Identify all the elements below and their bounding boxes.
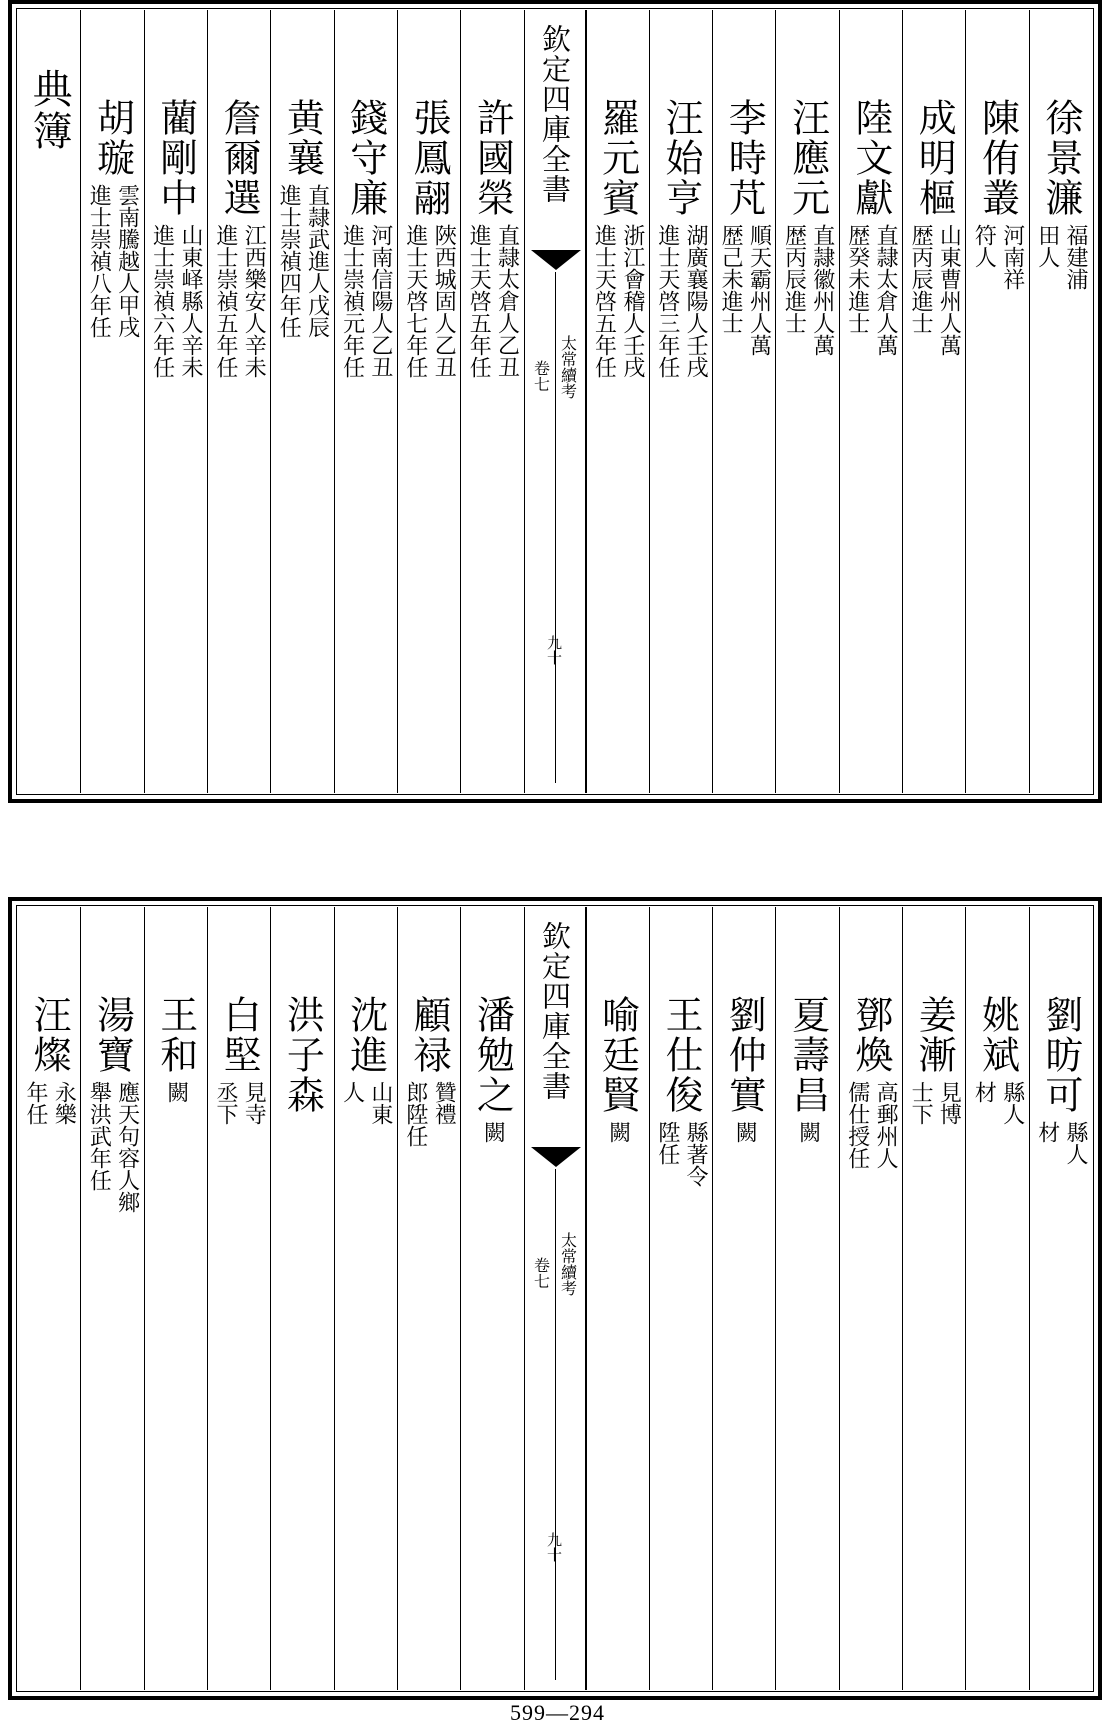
official-name: 洪子森 bbox=[280, 995, 325, 1115]
entry-column bbox=[270, 10, 333, 793]
annotation-line: 直隷太倉人乙丑 bbox=[494, 224, 520, 378]
entry-column bbox=[460, 907, 523, 1690]
official-name: 沈進 bbox=[343, 995, 388, 1075]
annotation-line: 歴丙辰進士 bbox=[908, 224, 934, 334]
fold-line bbox=[555, 272, 556, 783]
annotation-line: 縣人 bbox=[999, 1081, 1025, 1125]
annotation-line: 進士崇禎五年任 bbox=[212, 224, 238, 378]
entry-column bbox=[460, 10, 523, 793]
entry-column bbox=[839, 10, 902, 793]
annotation-line: 福建浦 bbox=[1063, 224, 1088, 290]
official-name: 姚斌 bbox=[975, 995, 1020, 1075]
entry-column bbox=[775, 10, 838, 793]
annotation-line: 進士天啓五年任 bbox=[591, 224, 617, 378]
center-fold-column bbox=[524, 10, 586, 793]
annotation-line: 直隷太倉人萬 bbox=[873, 224, 899, 356]
folio-number: 九十 bbox=[545, 635, 563, 665]
entry-column bbox=[397, 10, 460, 793]
lower-page-panel bbox=[8, 897, 1102, 1700]
annotation-line: 舉洪武年任 bbox=[86, 1081, 112, 1191]
entry-column bbox=[144, 10, 207, 793]
entry-column bbox=[270, 907, 333, 1690]
official-name: 錢守廉 bbox=[343, 98, 388, 218]
official-name: 陸文獻 bbox=[848, 98, 893, 218]
official-name: 羅元賓 bbox=[595, 98, 640, 218]
annotation-line: 歴丙辰進士 bbox=[781, 224, 807, 334]
official-name: 汪始亨 bbox=[658, 98, 703, 218]
official-name: 汪燦 bbox=[27, 995, 72, 1075]
annotation-line: 縣人 bbox=[1063, 1121, 1088, 1165]
book-title: 欽定四庫全書 bbox=[538, 921, 572, 1101]
annotation-line: 贊禮 bbox=[431, 1081, 457, 1125]
annotation-line: 進士崇禎四年任 bbox=[276, 184, 302, 338]
official-name: 白堅 bbox=[217, 995, 262, 1075]
book-subtitle: 太常續考 bbox=[558, 1232, 578, 1296]
annotation-line: 河南祥 bbox=[999, 224, 1025, 290]
folio-number: 九十 bbox=[545, 1532, 563, 1562]
official-name: 姜漸 bbox=[912, 995, 957, 1075]
annotation-line: 山東曹州人萬 bbox=[936, 224, 962, 356]
annotation-line: 材 bbox=[971, 1081, 997, 1103]
annotation-line: 雲南騰越人甲戌 bbox=[114, 184, 140, 338]
annotation-line: 士下 bbox=[908, 1081, 934, 1125]
annotation-line: 見寺 bbox=[241, 1081, 267, 1125]
entry-column bbox=[334, 907, 397, 1690]
annotation-line: 闕 bbox=[480, 1121, 506, 1143]
annotation-line: 材 bbox=[1034, 1121, 1060, 1143]
official-name: 藺剛中 bbox=[153, 98, 198, 218]
annotation-line: 山東 bbox=[367, 1081, 393, 1125]
entry-column bbox=[334, 10, 397, 793]
entry-column bbox=[902, 10, 965, 793]
official-name: 喻廷賢 bbox=[595, 995, 640, 1115]
annotation-line: 闕 bbox=[163, 1081, 189, 1103]
fold-line bbox=[555, 1169, 556, 1680]
annotation-line: 陞任 bbox=[654, 1121, 680, 1165]
official-name: 王和 bbox=[153, 995, 198, 1075]
entry-column bbox=[649, 10, 712, 793]
annotation-line: 直隷武進人戊辰 bbox=[304, 184, 330, 338]
annotation-line: 陜西城固人乙丑 bbox=[431, 224, 457, 378]
annotation-line: 永樂 bbox=[51, 1081, 77, 1125]
official-name: 陳侑叢 bbox=[975, 98, 1020, 218]
annotation-line: 應天句容人鄉 bbox=[114, 1081, 140, 1213]
official-name: 顧禄 bbox=[407, 995, 452, 1075]
annotation-line: 河南信陽人乙丑 bbox=[367, 224, 393, 378]
official-name: 黄襄 bbox=[280, 98, 325, 178]
volume-label: 卷七 bbox=[531, 1257, 551, 1289]
official-name: 劉仲實 bbox=[722, 995, 767, 1115]
entry-column bbox=[775, 907, 838, 1690]
official-name: 夏壽昌 bbox=[785, 995, 830, 1115]
entry-column bbox=[586, 907, 649, 1690]
annotation-line: 闕 bbox=[795, 1121, 821, 1143]
entry-column bbox=[207, 907, 270, 1690]
annotation-line: 進士崇禎六年任 bbox=[149, 224, 175, 378]
annotation-line: 縣著令 bbox=[683, 1121, 709, 1187]
entry-column bbox=[144, 907, 207, 1690]
official-name: 湯寶 bbox=[90, 995, 135, 1075]
entry-column bbox=[18, 10, 80, 793]
entry-column bbox=[397, 907, 460, 1690]
official-name: 潘勉之 bbox=[470, 995, 515, 1115]
annotation-line: 浙江會稽人壬戌 bbox=[619, 224, 645, 378]
annotation-line: 進士崇禎八年任 bbox=[86, 184, 112, 338]
upper-page-panel bbox=[8, 0, 1102, 803]
annotation-line: 人 bbox=[339, 1081, 365, 1103]
entry-column bbox=[902, 907, 965, 1690]
entry-column bbox=[80, 10, 143, 793]
entry-column bbox=[18, 907, 80, 1690]
annotation-line: 進士天啓三年任 bbox=[654, 224, 680, 378]
annotation-line: 見博 bbox=[936, 1081, 962, 1125]
annotation-line: 年任 bbox=[23, 1081, 48, 1125]
official-name: 李時芃 bbox=[722, 98, 767, 218]
book-title: 欽定四庫全書 bbox=[538, 24, 572, 204]
annotation-line: 符人 bbox=[971, 224, 997, 268]
upper-columns bbox=[18, 10, 1092, 793]
entry-column bbox=[207, 10, 270, 793]
fishtail-mark bbox=[531, 1147, 579, 1169]
official-name: 汪應元 bbox=[785, 98, 830, 218]
entry-column bbox=[839, 907, 902, 1690]
annotation-line: 進士天啓七年任 bbox=[402, 224, 428, 378]
book-subtitle: 太常續考 bbox=[558, 335, 578, 399]
annotation-line: 進士崇禎元年任 bbox=[339, 224, 365, 378]
annotation-line: 歴己未進士 bbox=[718, 224, 744, 334]
official-name: 胡璇 bbox=[90, 98, 135, 178]
annotation-line: 高郵州人 bbox=[873, 1081, 899, 1169]
entry-column bbox=[965, 907, 1028, 1690]
annotation-line: 郎陞任 bbox=[402, 1081, 428, 1147]
entry-column bbox=[712, 907, 775, 1690]
entry-column bbox=[965, 10, 1028, 793]
annotation-line: 歴癸未進士 bbox=[844, 224, 870, 334]
official-name: 鄧煥 bbox=[848, 995, 893, 1075]
official-name: 徐景濂 bbox=[1038, 98, 1083, 218]
official-name: 劉昉可 bbox=[1038, 995, 1083, 1115]
fishtail-mark bbox=[531, 250, 579, 272]
annotation-line: 直隷徽州人萬 bbox=[809, 224, 835, 356]
official-name: 典簿 bbox=[26, 68, 73, 152]
annotation-line: 丞下 bbox=[212, 1081, 238, 1125]
official-name: 成明樞 bbox=[912, 98, 957, 218]
lower-columns bbox=[18, 907, 1092, 1690]
annotation-line: 江西樂安人辛未 bbox=[241, 224, 267, 378]
page-number: 599—294 bbox=[510, 1700, 605, 1725]
annotation-line: 儒仕授任 bbox=[844, 1081, 870, 1169]
entry-column bbox=[80, 907, 143, 1690]
official-name: 詹爾選 bbox=[217, 98, 262, 218]
annotation-line: 順天霸州人萬 bbox=[746, 224, 772, 356]
annotation-line: 闕 bbox=[732, 1121, 758, 1143]
entry-column bbox=[712, 10, 775, 793]
annotation-line: 湖廣襄陽人壬戌 bbox=[683, 224, 709, 378]
entry-column bbox=[1029, 907, 1092, 1690]
entry-column bbox=[1029, 10, 1092, 793]
annotation-line: 闕 bbox=[605, 1121, 631, 1143]
entry-column bbox=[649, 907, 712, 1690]
annotation-line: 山東峄縣人辛未 bbox=[177, 224, 203, 378]
official-name: 王仕俊 bbox=[658, 995, 703, 1115]
center-fold-column bbox=[524, 907, 586, 1690]
annotation-line: 田人 bbox=[1034, 224, 1060, 268]
annotation-line: 進士天啓五年任 bbox=[466, 224, 492, 378]
entry-column bbox=[586, 10, 649, 793]
volume-label: 卷七 bbox=[531, 360, 551, 392]
official-name: 許國榮 bbox=[470, 98, 515, 218]
official-name: 張鳳翮 bbox=[407, 98, 452, 218]
